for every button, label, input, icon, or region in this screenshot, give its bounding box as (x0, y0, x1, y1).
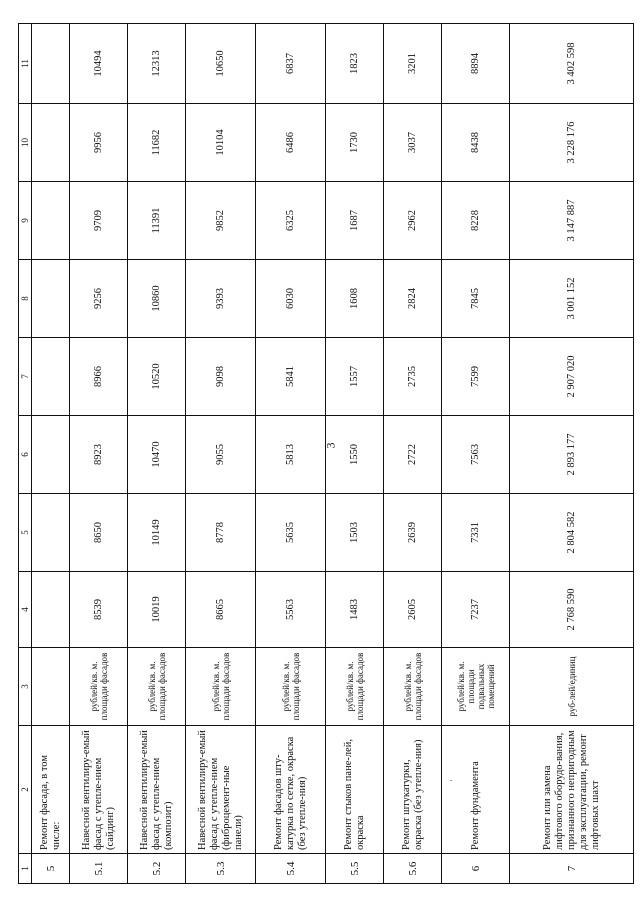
column-number: 4 (19, 572, 32, 648)
cost-value: 9852 (186, 182, 256, 260)
row-number: 5.5 (326, 854, 384, 884)
cost-value: 12313 (128, 24, 186, 104)
cost-value: 5813 (256, 416, 326, 494)
cost-value: 10520 (128, 338, 186, 416)
work-name: Ремонт стыков пане-лей, окраска (326, 726, 384, 854)
table-row (256, 24, 326, 884)
cost-value: 6325 (256, 182, 326, 260)
work-name: Ремонт штукатурки, окраска (без утепле-ния) (384, 726, 442, 854)
column-number: 6 (19, 416, 32, 494)
cost-value: 2824 (384, 260, 442, 338)
column-number: 1 (19, 854, 32, 884)
table-row (442, 24, 510, 884)
cost-value: 2605 (384, 572, 442, 648)
column-number: 11 (19, 24, 32, 104)
cost-value: 1503 (326, 494, 384, 572)
cost-value: 1823 (326, 24, 384, 104)
table-row (510, 24, 634, 884)
unit-of-measure: рублей/кв. м. площади фасадов (326, 648, 384, 726)
cost-value: 2 893 177 (510, 416, 634, 494)
cost-value (32, 182, 70, 260)
cost-value: 1483 (326, 572, 384, 648)
column-number: 10 (19, 104, 32, 182)
cost-value: 8650 (70, 494, 128, 572)
rotated-table-container (18, 24, 622, 884)
cost-value: 5563 (256, 572, 326, 648)
column-number: 7 (19, 338, 32, 416)
page-number: 3 (323, 442, 338, 449)
cost-value (32, 260, 70, 338)
row-number: 5.2 (128, 854, 186, 884)
cost-value: 2722 (384, 416, 442, 494)
scan-mark (450, 780, 452, 781)
column-number: 2 (19, 726, 32, 854)
work-name: Ремонт фасада, в том числе: (32, 726, 70, 854)
cost-value: 3 001 152 (510, 260, 634, 338)
table-row (186, 24, 256, 884)
cost-value: 1608 (326, 260, 384, 338)
cost-value: 3 147 887 (510, 182, 634, 260)
cost-value: 10104 (186, 104, 256, 182)
cost-value: 11391 (128, 182, 186, 260)
column-number: 3 (19, 648, 32, 726)
cost-value: 1557 (326, 338, 384, 416)
cost-value: 3 228 176 (510, 104, 634, 182)
work-name: Ремонт фасадов шту-катурка по сетке, окраска (без утепле-ния) (256, 726, 326, 854)
cost-value: 8438 (442, 104, 510, 182)
cost-value: 3201 (384, 24, 442, 104)
cost-table (18, 23, 634, 884)
cost-value: 9393 (186, 260, 256, 338)
cost-value: 1730 (326, 104, 384, 182)
row-number: 5 (32, 854, 70, 884)
cost-value (32, 104, 70, 182)
cost-value: 1687 (326, 182, 384, 260)
cost-value: 6486 (256, 104, 326, 182)
cost-value (32, 338, 70, 416)
cost-value: 8923 (70, 416, 128, 494)
cost-value: 8228 (442, 182, 510, 260)
row-number: 5.6 (384, 854, 442, 884)
cost-value: 10494 (70, 24, 128, 104)
table-row (32, 24, 70, 884)
unit-of-measure: рублей/кв. м. площади фасадов (128, 648, 186, 726)
unit-of-measure (32, 648, 70, 726)
cost-value: 7331 (442, 494, 510, 572)
unit-of-measure: руб-лей/единиц (510, 648, 634, 726)
table-row (70, 24, 128, 884)
cost-value: 1550 (326, 416, 384, 494)
cost-value: 8665 (186, 572, 256, 648)
row-number: 5.3 (186, 854, 256, 884)
cost-value: 8778 (186, 494, 256, 572)
cost-value: 9956 (70, 104, 128, 182)
cost-value: 9055 (186, 416, 256, 494)
cost-value: 8539 (70, 572, 128, 648)
cost-value: 8966 (70, 338, 128, 416)
cost-value: 10019 (128, 572, 186, 648)
column-number: 8 (19, 260, 32, 338)
row-number: 5.4 (256, 854, 326, 884)
cost-value: 7563 (442, 416, 510, 494)
table-row (128, 24, 186, 884)
cost-value (32, 572, 70, 648)
unit-of-measure: рублей/кв. м. площади фасадов (256, 648, 326, 726)
unit-of-measure: рублей/кв. м. площади подвальных помещений (442, 648, 510, 726)
cost-value: 9256 (70, 260, 128, 338)
cost-value: 2639 (384, 494, 442, 572)
cost-value: 6030 (256, 260, 326, 338)
cost-value: 9709 (70, 182, 128, 260)
cost-value (32, 494, 70, 572)
cost-value: 10650 (186, 24, 256, 104)
cost-value: 10470 (128, 416, 186, 494)
cost-value (32, 24, 70, 104)
work-name: Навесной вентилиру-емый фасад с утепле-нием (сайдинг) (70, 726, 128, 854)
unit-of-measure: рублей/кв. м. площади фасадов (186, 648, 256, 726)
cost-value: 2962 (384, 182, 442, 260)
cost-value: 5841 (256, 338, 326, 416)
cost-value: 8894 (442, 24, 510, 104)
cost-value: 10860 (128, 260, 186, 338)
column-number: 9 (19, 182, 32, 260)
row-number: 7 (510, 854, 634, 884)
column-number-row (19, 24, 32, 884)
cost-value: 6837 (256, 24, 326, 104)
cost-value: 11682 (128, 104, 186, 182)
cost-value: 7237 (442, 572, 510, 648)
cost-value: 2 804 582 (510, 494, 634, 572)
row-number: 6 (442, 854, 510, 884)
cost-value: 3037 (384, 104, 442, 182)
cost-value (32, 416, 70, 494)
cost-value: 7845 (442, 260, 510, 338)
cost-value: 2 907 020 (510, 338, 634, 416)
unit-of-measure: рублей/кв. м. площади фасадов (70, 648, 128, 726)
cost-value: 2735 (384, 338, 442, 416)
work-name: Ремонт или замена лифтового оборудо-вания, признанного непригодным для эксплуатации, ремонт лифтовых шахт (510, 726, 634, 854)
cost-value: 7599 (442, 338, 510, 416)
cost-value: 5635 (256, 494, 326, 572)
cost-value: 2 768 590 (510, 572, 634, 648)
unit-of-measure: рублей/кв. м. площади фасадов (384, 648, 442, 726)
cost-value: 3 402 598 (510, 24, 634, 104)
work-name: Навесной вентилиру-емый фасад с утепле-нием (композит) (128, 726, 186, 854)
row-number: 5.1 (70, 854, 128, 884)
cost-value: 10149 (128, 494, 186, 572)
table-row (326, 24, 384, 884)
column-number: 5 (19, 494, 32, 572)
work-name: Ремонт фундамента (442, 726, 510, 854)
work-name: Навесной вентилиру-емый фасад с утепле-нием (фиброцемент-ные панели) (186, 726, 256, 854)
cost-value: 9098 (186, 338, 256, 416)
table-row (384, 24, 442, 884)
